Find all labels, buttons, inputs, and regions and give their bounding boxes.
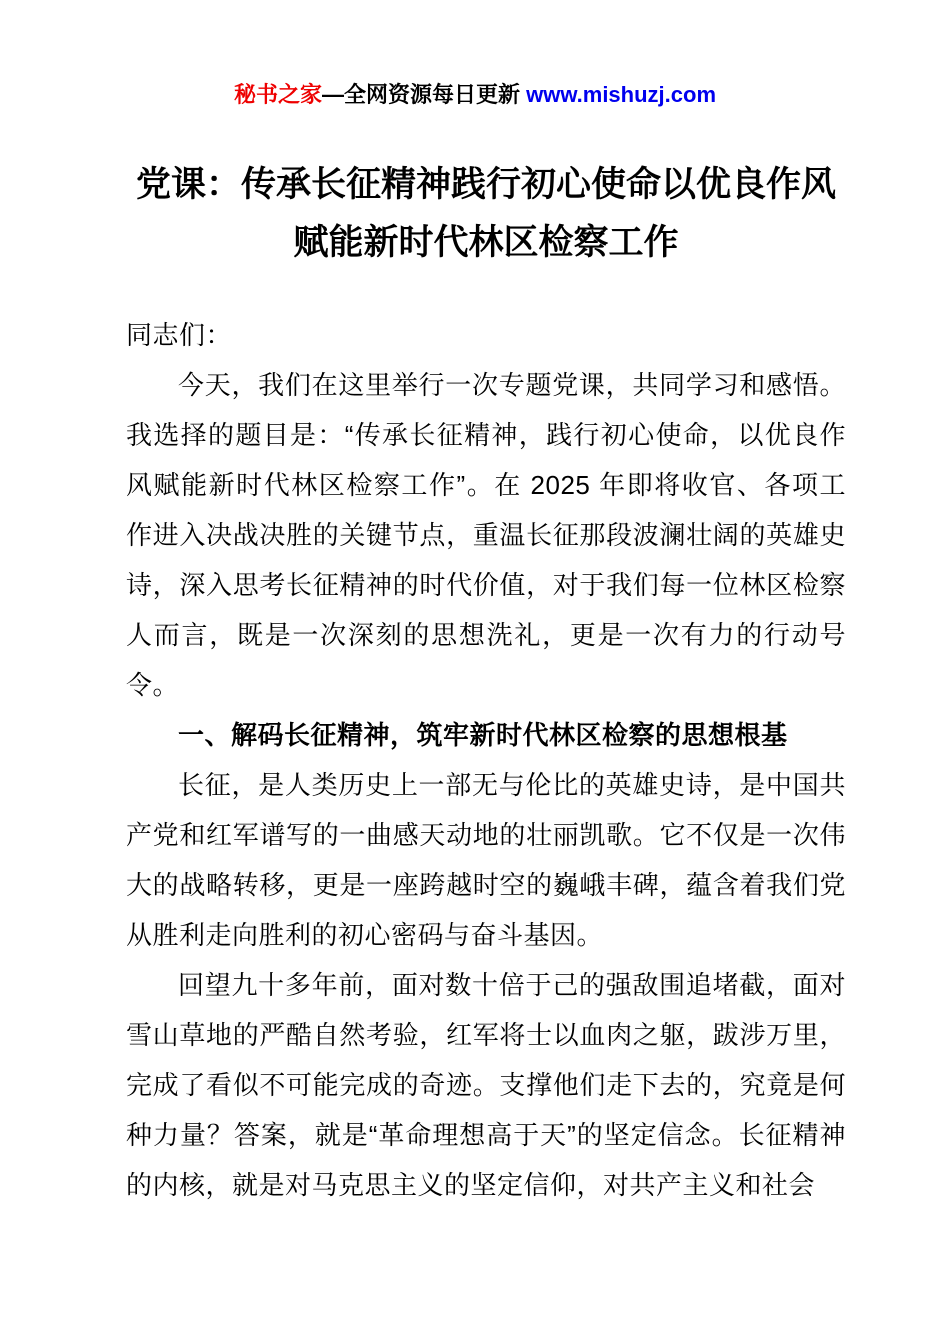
- document-title-line1: 党课：传承长征精神践行初心使命以优良作风: [135, 165, 836, 204]
- section-heading-1: 一、解码长征精神，筑牢新时代林区检察的思想根基: [178, 720, 788, 750]
- site-brand: 秘书之家: [233, 82, 322, 107]
- document-title: [126, 156, 846, 272]
- paragraph-body-1: 长征，是人类历史上一部无与伦比的英雄史诗，是中国共产党和红军谱写的一曲感天动地的壮丽凯歌。它不仅是一次伟大的战略转移，更是一座跨越时空的巍峨丰碑，蕴含着我们党从胜利走向胜利的初心密码与奋斗基因。: [126, 770, 846, 950]
- document-body: [126, 310, 846, 1210]
- salutation: 同志们：: [126, 320, 233, 350]
- paragraph-intro: 今天，我们在这里举行一次专题党课，共同学习和感悟。我选择的题目是：“传承长征精神，践行初心使命，以优良作风赋能新时代林区检察工作”。在 2025 年即将收官、各项工作进入决战决胜的关键节点，重温长征那段波澜壮阔的英雄史诗，深入思考长征精神的时代价值，对于我们每一位林区检察人而言，既是一次深刻的思想洗礼，更是一次有力的行动号令。: [126, 370, 846, 700]
- paragraph-body-2: 回望九十多年前，面对数十倍于己的强敌围追堵截，面对雪山草地的严酷自然考验，红军将士以血肉之躯，跋涉万里，完成了看似不可能完成的奇迹。支撑他们走下去的，究竟是何种力量？答案，就是“革命理想高于天”的坚定信念。长征精神的内核，就是对马克思主义的坚定信仰，对共产主义和社会: [126, 970, 846, 1200]
- site-url-link[interactable]: www.mishuzj.com: [526, 82, 717, 107]
- site-tagline: —全网资源每日更新: [322, 82, 527, 107]
- site-header: [115, 80, 835, 110]
- document-title-line2: 赋能新时代林区检察工作: [293, 223, 679, 262]
